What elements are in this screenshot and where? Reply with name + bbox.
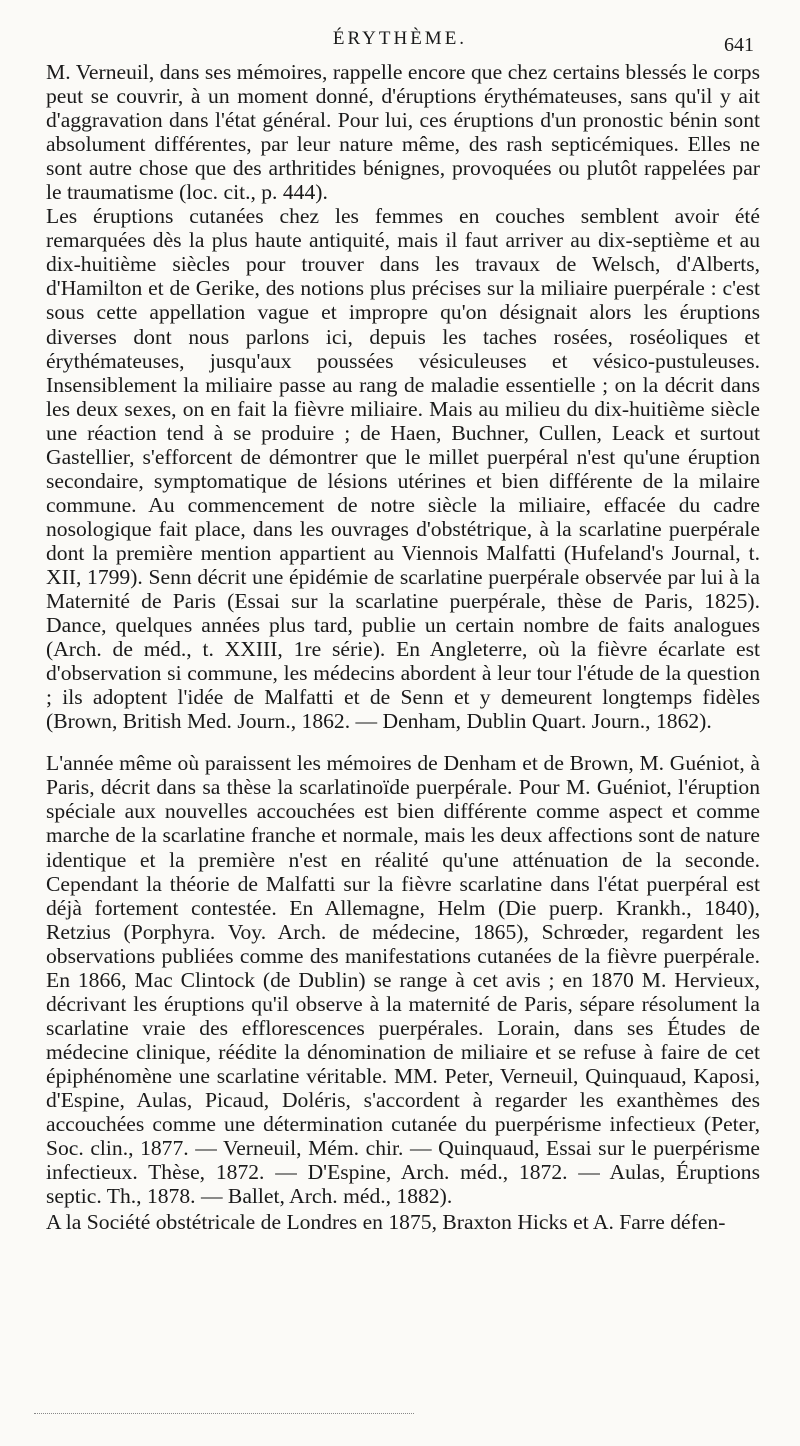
paragraph-history: Les éruptions cutanées chez les femmes en couches semblent avoir été remarquées dès la plus haute antiquité, mais il faut arriver au dix-septième et au dix-huitième siècles pour trouver dans les travaux de Welsch, d'Alberts, d'Hamilton et de Gerike, des notions plus précises sur la miliaire puerpérale : c'est sous cette appellation vague et impropre qu'on désignait alors les éruptions diverses dont nous parlons ici, depuis les taches rosées, roséoliques et érythémateuses, jusqu'aux poussées vésiculeuses et vésico-pustuleuses. Insensiblement la miliaire passe au rang de maladie essentielle ; on la décrit dans les deux sexes, on en fait la fièvre miliaire. Mais au milieu du dix-huitième siècle une réaction tend à se produire ; de Haen, Buchner, Cullen, Leack et surtout Gastellier, s'efforcent de démontrer que le millet puerpéral n'est qu'une éruption secondaire, symptomatique de lésions utérines et bien différente de la milaire commune. Au commencement de notre siècle la miliaire, effacée du cadre nosologique fait place, dans les ouvrages d'obstétrique, à la scarlatine puerpérale dont la première mention appartient au Viennois Malfatti (Hufeland's Journal, t. XII, 1799). Senn décrit une épidémie de scarlatine puerpérale observée par lui à la Maternité de Paris (Essai sur la scarlatine puerpérale, thèse de Paris, 1825). Dance, quelques années plus tard, publie un certain nombre de faits analogues (Arch. de méd., t. XXIII, 1re série). En Angleterre, où la fièvre écarlate est d'observation si commune, les médecins abordent à leur tour l'étude de la question ; ils adoptent l'idée de Malfatti et de Senn et y demeurent longtemps fidèles (Brown, British Med. Journ., 1862. — Denham, Dublin Quart. Journ., 1862). (46, 204, 760, 734)
page-number: 641 (724, 34, 754, 56)
paragraph-verneuil: M. Verneuil, dans ses mémoires, rappelle encore que chez certains blessés le corps peut se couvrir, à un moment donné, d'éruptions érythémateuses, sans qu'il y ait d'aggravation dans l'état général. Pour lui, ces éruptions d'un pronostic bénin sont absolument différentes, par leur nature même, des rash septicémiques. Elles ne sont autre chose que des arthritides bénignes, provoquées ou plutôt rappelées par le traumatisme (loc. cit., p. 444). (46, 60, 760, 205)
running-title: ÉRYTHÈME. (332, 28, 468, 49)
paragraph-gueniot: L'année même où paraissent les mémoires de Denham et de Brown, M. Guéniot, à Paris, décrit dans sa thèse la scarlatinoïde puerpérale. Pour M. Guéniot, l'éruption spéciale aux nouvelles accouchées est bien différente comme aspect et comme marche de la scarlatine franche et normale, mais les deux affections sont de nature identique et la première n'est en réalité qu'une atténuation de la seconde. Cependant la théorie de Malfatti sur la fièvre scarlatine dans l'état puerpéral est déjà fortement contestée. En Allemagne, Helm (Die puerp. Krankh., 1840), Retzius (Porphyra. Voy. Arch. de médecine, 1865), Schrœder, regardent les observations publiées comme des manifestations cutanées de la fièvre puerpérale. En 1866, Mac Clintock (de Dublin) se range à cet avis ; en 1870 M. Hervieux, décrivant les éruptions qu'il observe à la maternité de Paris, sépare résolument la scarlatine vraie des efflorescences puerpérales. Lorain, dans ses Études de médecine clinique, réédite la dénomination de miliaire et se refuse à faire de cet épiphénomène une scarlatine véritable. MM. Peter, Verneuil, Quinquaud, Kaposi, d'Espine, Aulas, Picaud, Doléris, s'accordent à regarder les exanthèmes des accouchées comme une détermination cutanée du puerpérisme infectieux (Peter, Soc. clin., 1877. — Verneuil, Mém. chir. — Quinquaud, Essai sur le puerpérisme infectieux. Thèse, 1872. — D'Espine, Arch. méd., 1872. — Aulas, Éruptions septic. Th., 1878. — Ballet, Arch. méd., 1882). (46, 751, 760, 1209)
page-body (46, 60, 760, 1234)
page-header (46, 28, 754, 58)
paragraph-london: A la Société obstétricale de Londres en 1875, Braxton Hicks et A. Farre défen- (46, 1210, 726, 1235)
footer-dotted-rule (34, 1413, 414, 1414)
